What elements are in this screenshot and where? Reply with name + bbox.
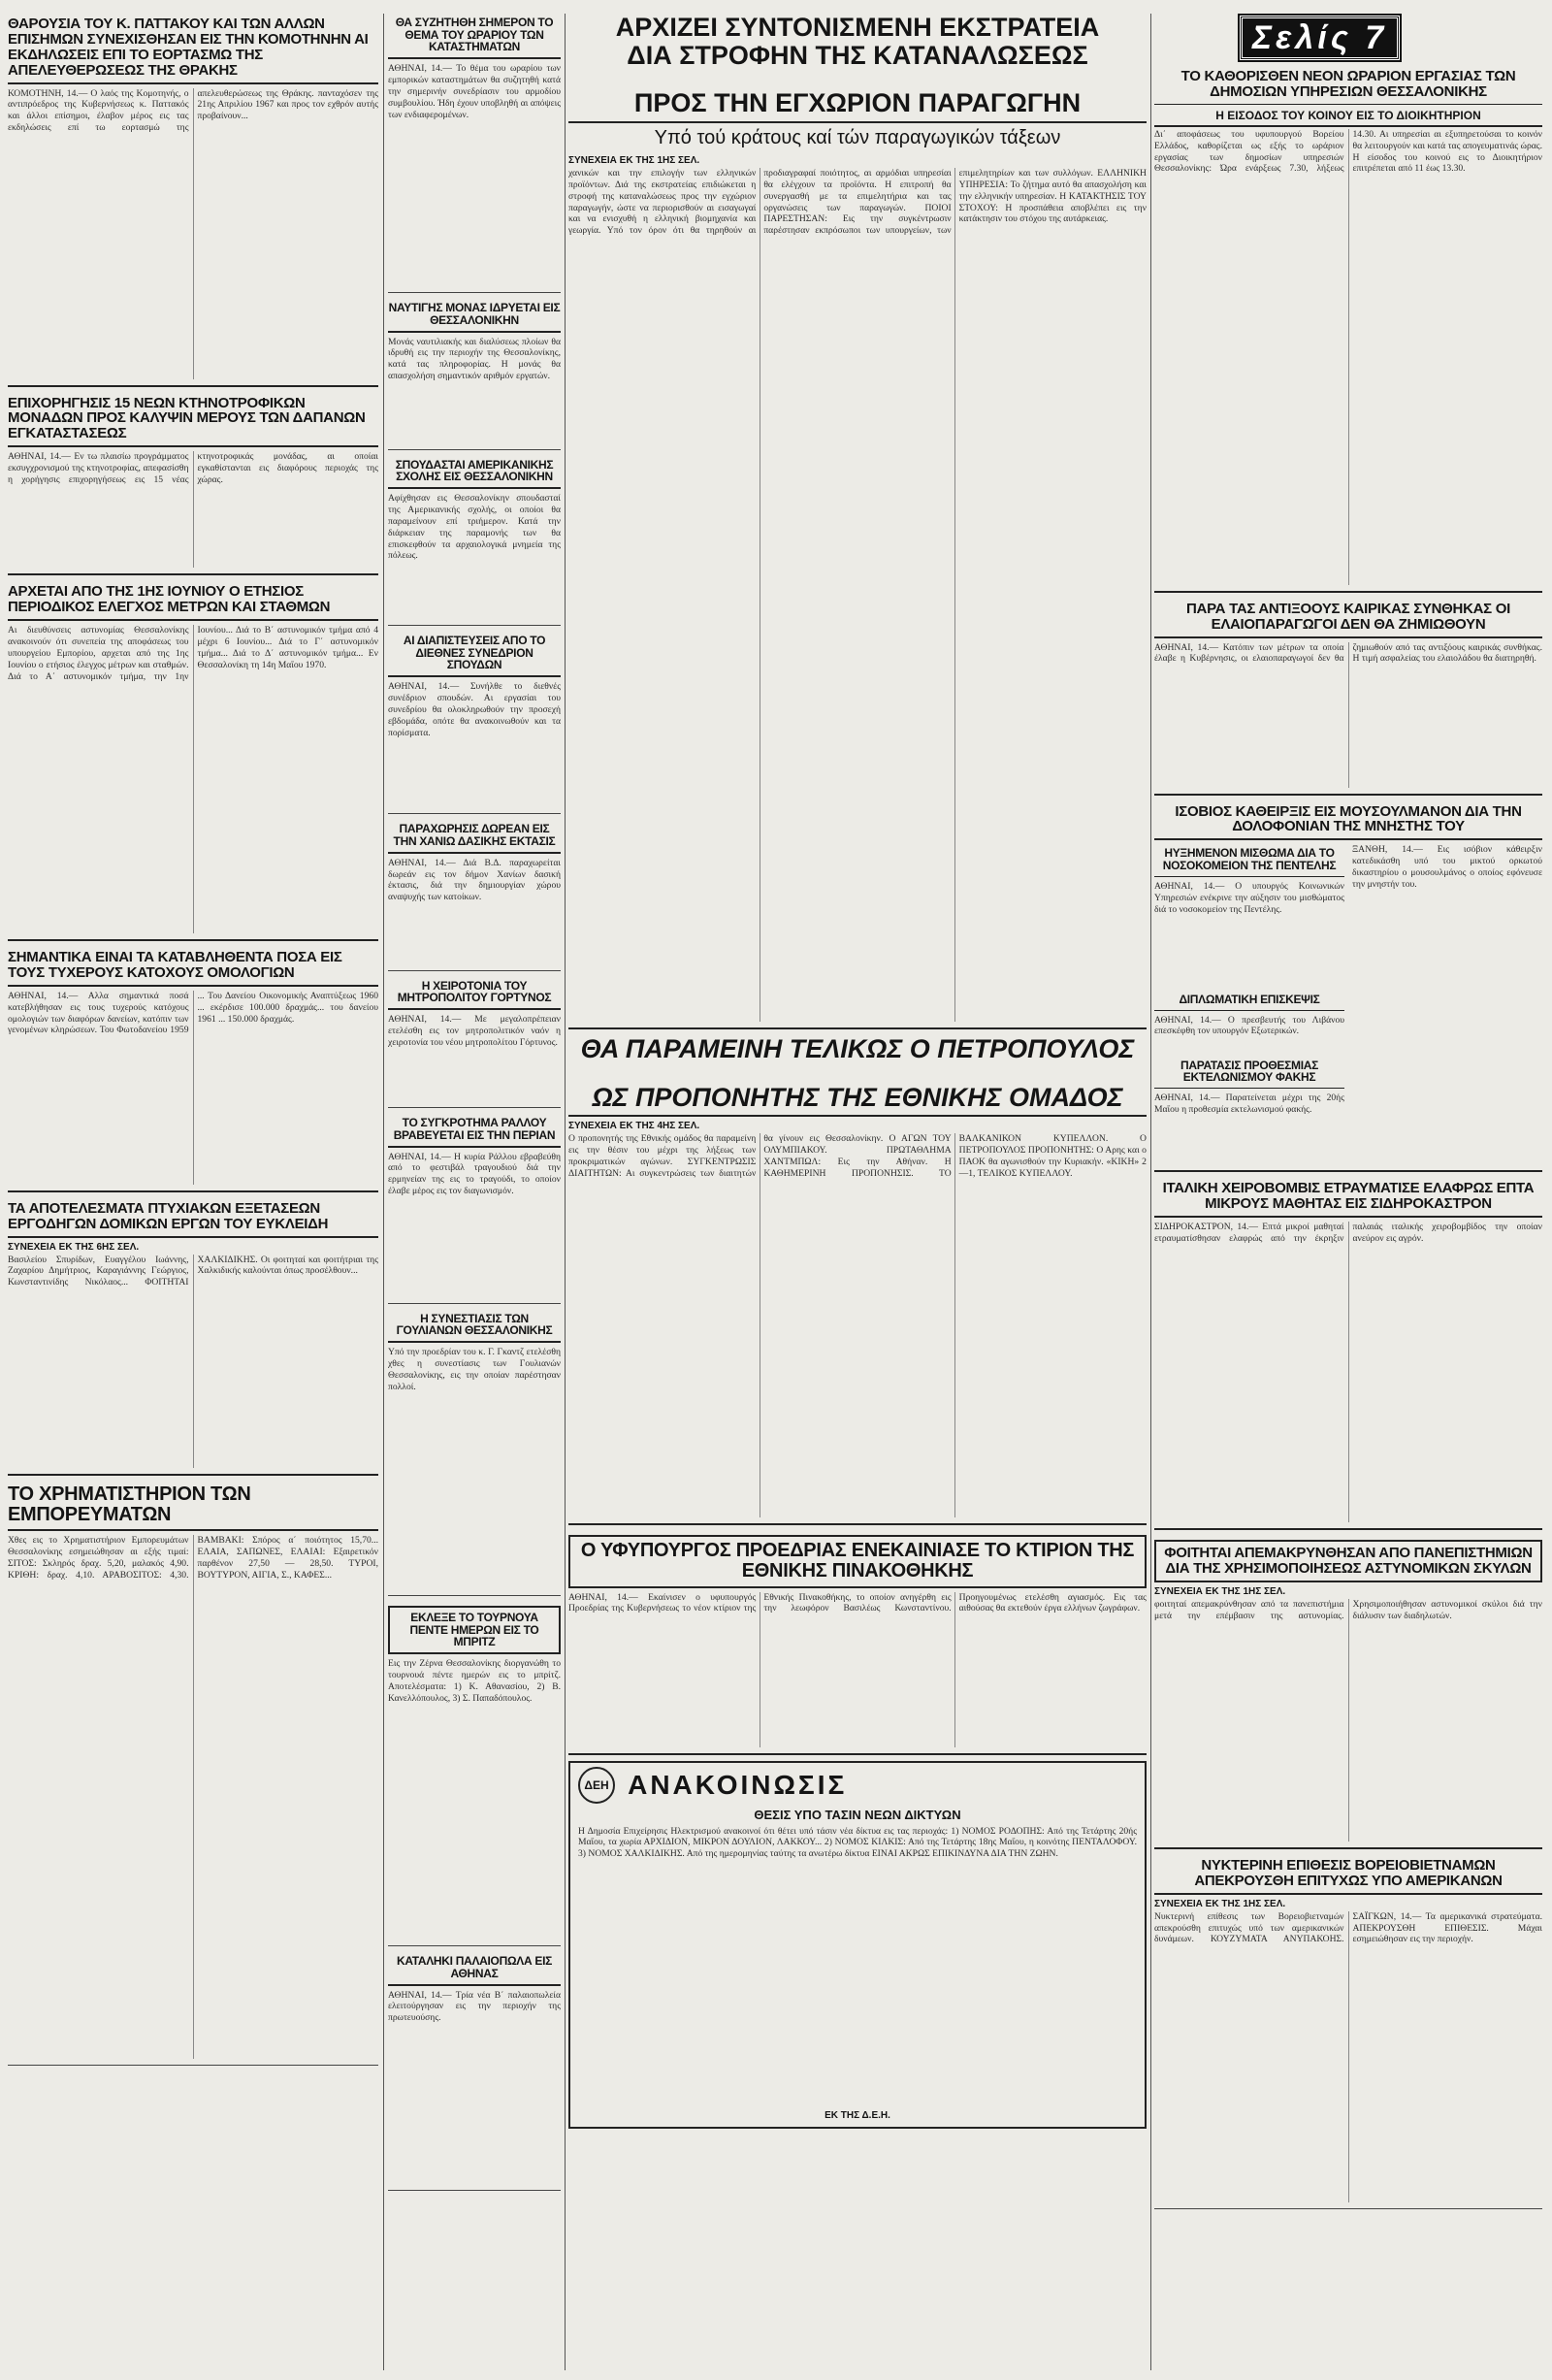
article-body: ΑΘΗΝΑΙ, 14.— Αλλα σημαντικά ποσά κατεβλήθησαν εις τους τυχερούς κατόχους ομολογιών των διαφόρων δανείων, κατόπιν των γενομένων κληρώσεων. Του Φωτοδανείου 1959 ... Του Δανείου Οικονομικής Αναπτύξεως 1960 ... εκέρδισε 100.000 δραχμάς... του δανείου 1961 ... 150.000 δραχμάς.: [8, 990, 378, 1036]
continued-from: ΣΥΝΕΧΕΙΑ ΕΚ ΤΗΣ 1ΗΣ ΣΕΛ.: [1154, 1898, 1286, 1909]
headline: ΣΗΜΑΝΤΙΚΑ ΕΙΝΑΙ ΤΑ ΚΑΤΑΒΛΗΘΕΝΤΑ ΠΟΣΑ ΕΙΣ ΤΟΥΣ ΤΥΧΕΡΟΥΣ ΚΑΤΟΧΟΥΣ ΟΜΟΛΟΓΙΩΝ: [8, 947, 378, 987]
article-body: χανικών και την επιλογήν των ελληνικών προϊόντων. Διά της εκστρατείας επιδιώκεται η στροφή της καταναλώσεως προς την εγχώριον παραγωγήν, ώστε να περιορισθούν αι εισαγωγαί και να ενισχυθή η ελληνική βιομηχανία και γεωργία. Υπό τον όρον ότι θα τηρηθούν αι προδιαγραφαί ποιότητος, αι αρμόδιαι υπηρεσίαι θα ελέγχουν τα προϊόντα. Η επιτροπή θα συνεργασθή με τα επιμελητήρια και τας οργανώσεις των παραγωγών. ΠΟΙΟΙ ΠΑΡΕΣΤΗΣΑΝ: Εις την συγκέντρωσιν παρέστησαν εκπρόσωποι των υπουργείων, των επιμελητηρίων και των συλλόγων. ΕΛΛΗΝΙΚΗ ΥΠΗΡΕΣΙΑ: Το ζήτημα αυτό θα απασχολήση και την ελληνικήν υπηρεσίαν. Η ΚΑΤΑΚΤΗΣΙΣ ΤΟΥ ΣΤΟΧΟΥ: Η προσπάθεια αποβλέπει εις την κατάκτησιν του στόχου της αυτάρκειας.: [568, 167, 1147, 237]
page-number-logo: Σελίς 7: [1240, 16, 1400, 60]
headline: ΕΠΙΧΟΡΗΓΗΣΙΣ 15 ΝΕΩΝ ΚΤΗΝΟΤΡΟΦΙΚΩΝ ΜΟΝΑΔΩΝ ΠΡΟΣ ΚΑΛΥΨΙΝ ΜΕΡΟΥΣ ΤΩΝ ΔΑΠΑΝΩΝ ΕΓΚΑΤΑΣΤΑΣΕΩΣ: [8, 393, 378, 448]
sub-column: [1154, 844, 1344, 1167]
article-body: Χθες εις το Χρηματιστήριον Εμπορευμάτων Θεσσαλονίκης εσημειώθησαν αι εξής τιμαί: ΣΙΤΟΣ: Σκληρός δραχ. 5,20, μαλακός 4,90. ΚΡΙΘΗ: δραχ. 4,10. ΑΡΑΒΟΣΙΤΟΣ: 4,30. ΒΑΜΒΑΚΙ: Σπόρος α΄ ποιότητος 15,70... ΕΛΑΙΑ, ΣΑΠΩΝΕΣ, ΕΛΑΙΑΙ: Εξαιρετικόν παρθένον 27,50 — 28,50. ΤΥΡΟΙ, ΒΟΥΤΥΡΟΝ, ΑΙΓΙΑ, Σ., ΚΑΦΕΣ...: [8, 1534, 378, 1581]
article-work-hours: [1154, 66, 1542, 593]
article-bridge: [388, 1602, 561, 1946]
article-forest-grant: [388, 820, 561, 970]
dei-emblem-icon: ΔΕΗ: [578, 1767, 615, 1804]
article-congress: [388, 632, 561, 814]
headline: ΑΙ ΔΙΑΠΙΣΤΕΥΣΕΙΣ ΑΠΟ ΤΟ ΔΙΕΘΝΕΣ ΣΥΝΕΔΡΙΟΝ ΣΠΟΥΔΩΝ: [388, 632, 561, 677]
article-life-sentence: [1154, 801, 1542, 1173]
headline: Η ΧΕΙΡΟΤΟΝΙΑ ΤΟΥ ΜΗΤΡΟΠΟΛΙΤΟΥ ΓΟΡΤΥΝΟΣ: [388, 977, 561, 1010]
column-divider: [1150, 14, 1151, 2370]
column-right: [1154, 14, 1542, 2370]
headline: ΦΟΙΤΗΤΑΙ ΑΠΕΜΑΚΡΥΝΘΗΣΑΝ ΑΠΟ ΠΑΝΕΠΙΣΤΗΜΙΩΝ ΔΙΑ ΤΗΣ ΧΡΗΣΙΜΟΠΟΙΗΣΕΩΣ ΑΣΤΥΝΟΜΙΚΩΝ ΣΚΥΛΩΝ: [1154, 1540, 1542, 1582]
article-body: ΑΘΗΝΑΙ, 14.— Κατόπιν των μέτρων τα οποία έλαβε η Κυβέρνησις, οι ελαιοπαραγωγοί δεν θα ζημιωθούν από τας αντιξόους καιρικάς συνθήκας. Η τιμή ασφαλείας του ελαιολάδου θα διατηρηθή.: [1154, 641, 1542, 665]
article-body: ΣΙΔΗΡΟΚΑΣΤΡΟΝ, 14.— Επτά μικροί μαθηταί ετραυματίσθησαν ελαφρώς από την έκρηξιν παλαιάς ιταλικής χειροβομβίδος την οποίαν ανεύρον εις αγρόν.: [1154, 1222, 1542, 1245]
sub-articles: [1154, 844, 1542, 1167]
article-body: ΑΘΗΝΑΙ, 14.— Εκαίνισεν ο υφυπουργός Προεδρίας της Κυβερνήσεως το νέον κτίριον της Εθνικής Πινακοθήκης, το οποίον ανηγέρθη εις την λεωφόρον Βασιλέως Κωνσταντίνου. Προηγουμένως ετελέσθη αγιασμός. Εις τας αιθούσας θα εκτεθούν έργα ελλήνων ζωγράφων.: [568, 1591, 1147, 1614]
article-vietnam: [1154, 1855, 1542, 2209]
headline: ΠΑΡΑ ΤΑΣ ΑΝΤΙΞΟΟΥΣ ΚΑΙΡΙΚΑΣ ΣΥΝΘΗΚΑΣ ΟΙ ΕΛΑΙΟΠΑΡΑΓΩΓΟΙ ΔΕΝ ΘΑ ΖΗΜΙΩΘΟΥΝ: [1154, 599, 1542, 638]
article-body: ΑΘΗΝΑΙ, 14.— Συνήλθε το διεθνές συνέδριον σπουδών. Αι εργασίαι του συνεδρίου θα ολοκληρωθούν την προσεχή εβδομάδα, οπότε θα ανακοινωθούν και τα πορίσματα.: [388, 681, 561, 738]
announcement-subtitle: ΘΕΣΙΣ ΥΠΟ ΤΑΣΙΝ ΝΕΩΝ ΔΙΚΤΥΩΝ: [754, 1807, 961, 1822]
headline-line-1: ΑΡΧΙΖΕΙ ΣΥΝΤΟΝΙΣΜΕΝΗ ΕΚΣΤΡΑΤΕΙΑ: [615, 14, 1100, 42]
headline-line-2: ΔΙΑ ΣΤΡΟΦΗΝ ΤΗΣ ΚΑΤΑΝΑΛΩΣΕΩΣ: [627, 40, 1088, 70]
article-weights-measures: [8, 581, 378, 941]
article-bonds: [8, 947, 378, 1192]
sub-column: [1352, 844, 1542, 1167]
article-olive-growers: [1154, 599, 1542, 796]
headline: ΝΑΥΤΙΓΗΣ ΜΟΝΑΣ ΙΔΡΥΕΤΑΙ ΕΙΣ ΘΕΣΣΑΛΟΝΙΚΗΝ: [388, 299, 561, 332]
article-body: Νυκτερινή επίθεσις των Βορειοβιετναμών απεκρούσθη επιτυχώς υπό των αμερικανικών δυνάμεων. ΚΟΥΖΥΜΑΤΑ ΑΝΥΠΑΚΟΗΣ. ΣΑΪΓΚΩΝ, 14.— Τα αμερικανικά στρατεύματα. ΑΠΕΚΡΟΥΣΘΗ ΕΠΙΘΕΣΙΣ. Μάχαι εσημειώθησαν εις την περιοχήν.: [1154, 1910, 1542, 1945]
headline: ΙΤΑΛΙΚΗ ΧΕΙΡΟΒΟΜΒΙΣ ΕΤΡΑΥΜΑΤΙΣΕ ΕΛΑΦΡΩΣ ΕΠΤΑ ΜΙΚΡΟΥΣ ΜΑΘΗΤΑΣ ΕΙΣ ΣΙΔΗΡΟΚΑΣΤΡΟΝ: [1154, 1178, 1542, 1218]
article-body: ΑΘΗΝΑΙ, 14.— Το θέμα του ωραρίου των εμπορικών καταστημάτων θα συζητηθή κατά την σημερινήν συνεδρίασιν του αρμοδίου συμβουλίου. Ήδη έχουν υποβληθή αι απόψεις των ενδιαφερομένων.: [388, 63, 561, 120]
headline: Η ΣΥΝΕΣΤΙΑΣΙΣ ΤΩΝ ΓΟΥΛΙΑΝΩΝ ΘΕΣΣΑΛΟΝΙΚΗΣ: [388, 1310, 561, 1343]
article-livestock: [8, 393, 378, 576]
article-body: ΑΘΗΝΑΙ, 14.— Η κυρία Ράλλου εβραβεύθη από το φεστιβάλ τραγουδιού διά την ερμηνείαν της εις το τραγούδι, το οποίον έλαβε μέρος εις τον διαγωνισμόν.: [388, 1151, 561, 1197]
column-divider: [383, 14, 384, 2370]
continued-from: ΣΥΝΕΧΕΙΑ ΕΚ ΤΗΣ 4ΗΣ ΣΕΛ.: [568, 1121, 700, 1132]
headline: ΘΑ ΣΥΖΗΤΗΘΗ ΣΗΜΕΡΟΝ ΤΟ ΘΕΜΑ ΤΟΥ ΩΡΑΡΙΟΥ ΤΩΝ ΚΑΤΑΣΤΗΜΑΤΩΝ: [388, 14, 561, 59]
article-coach: [568, 1035, 1147, 1525]
article-grenade: [1154, 1178, 1542, 1530]
article-body: ΑΘΗΝΑΙ, 14.— Τρία νέα Β΄ παλαιοπωλεία ελειτούργησαν εις την περιοχήν της πρωτευούσης.: [388, 1989, 561, 2024]
announcement-title: ΑΝΑΚΟΙΝΩΣΙΣ: [628, 1769, 848, 1800]
article-body: ΚΟΜΟΤΗΝΗ, 14.— Ο λαός της Κομοτηνής, ο αντιπρόεδρος της Κυβερνήσεως κ. Παττακός και άλλοι επίσημοι, έλαβον μέρος εις τας εκδηλώσεις επί τω εορτασμώ της απελευθερώσεως της Θράκης. πανταχόσεν της 21ης Απριλίου 1967 και προς τον εχθρόν αυτής προβαίνουν...: [8, 87, 378, 134]
subheadline: Υπό τού κράτους καί τών παραγωγικών τάξεων: [654, 126, 1061, 148]
announcement-signature: ΕΚ ΤΗΣ Δ.Ε.Η.: [824, 2109, 890, 2121]
article-shipping-unit: [388, 299, 561, 449]
column-narrow: [388, 14, 561, 2370]
headline: ΕΚΛΕΞΕ ΤΟ ΤΟΥΡΝΟΥΑ ΠΕΝΤΕ ΗΜΕΡΩΝ ΕΙΣ ΤΟ ΜΠΡΙΤΖ: [388, 1606, 561, 1654]
article-dinner: [388, 1310, 561, 1596]
headline: ΔΙΠΛΩΜΑΤΙΚΗ ΕΠΙΣΚΕΨΙΣ: [1154, 991, 1344, 1011]
headline-line-3: ΠΡΟΣ ΤΗΝ ΕΓΧΩΡΙΟΝ ΠΑΡΑΓΩΓΗΝ: [568, 86, 1147, 123]
continued-from: ΣΥΝΕΧΕΙΑ ΕΚ ΤΗΣ 1ΗΣ ΣΕΛ.: [568, 154, 700, 166]
headline: ΠΑΡΑΧΩΡΗΣΙΣ ΔΩΡΕΑΝ ΕΙΣ ΤΗΝ ΧΑΝΙΩ ΔΑΣΙΚΗΣ ΕΚΤΑΣΙΣ: [388, 820, 561, 853]
article-body: Βασιλείου Σπυρίδων, Ευαγγέλου Ιωάννης, Ζαχαρίου Δημήτριος, Καραγιάννης Γεώργιος, Κωνσταντινίδης Νικόλαος... ΦΟΙΤΗΤΑΙ ΧΑΛΚΙΔΙΚΗΣ. Οι φοιτηταί και φοιτήτριαι της Χαλκιδικής καλούνται όπως προσέλθουν...: [8, 1254, 378, 1288]
article-body: Δι΄ αποφάσεως του υφυπουργού Βορείου Ελλάδος, καθορίζεται ως εξής το ωράριον εργασίας των δημοσίων υπηρεσιών Θεσσαλονίκης: Ώρα ενάρξεως 7.30, λήξεως 14.30. Αι υπηρεσίαι αι εξυπηρετούσαι το κοινόν θα λειτουργούν και κατά τας απογευματινάς ώρας. Η είσοδος του κοινού εις το Διοικητήριον επιτρέπεται από 11 έως 13.30.: [1154, 128, 1542, 175]
headline: Ο ΥΦΥΠΟΥΡΓΟΣ ΠΡΟΕΔΡΙΑΣ ΕΝΕΚΑΙΝΙΑΣΕ ΤΟ ΚΤΙΡΙΟΝ ΤΗΣ ΕΘΝΙΚΗΣ ΠΙΝΑΚΟΘΗΚΗΣ: [568, 1535, 1147, 1587]
article-body: ΞΑΝΘΗ, 14.— Εις ισόβιον κάθειρξιν κατεδικάσθη υπό του μικτού ορκωτού δικαστηρίου ο μουσουλμάνος ο οποίος εφόνευσε την μνηστήν του.: [1352, 844, 1542, 891]
article-body: φοιτηταί απεμακρύνθησαν από τα πανεπιστήμια μετά την επέμβασιν της αστυνομίας. Χρησιμοποιήθησαν αστυνομικοί σκύλοι διά την διάλυσιν των διαδηλωτών.: [1154, 1598, 1542, 1621]
headline: ΗΥΞΗΜΕΝΟΝ ΜΙΣΘΩΜΑ ΔΙΑ ΤΟ ΝΟΣΟΚΟΜΕΙΟΝ ΤΗΣ ΠΕΝΤΕΛΗΣ: [1154, 844, 1344, 876]
headline: ΣΠΟΥΔΑΣΤΑΙ ΑΜΕΡΙΚΑΝΙΚΗΣ ΣΧΟΛΗΣ ΕΙΣ ΘΕΣΣΑΛΟΝΙΚΗΝ: [388, 456, 561, 489]
article-body: Εις την Ζέρνα Θεσσαλονίκης διοργανώθη το τουρνουά πέντε ημερών εις το μπρίτζ. Αποτελέσματα: 1) Κ. Αθανασίου, 2) Β. Κανελλόπουλος, 3) Σ. Παπαδόπουλος.: [388, 1658, 561, 1704]
article-ordination: [388, 977, 561, 1108]
announcement-body: Η Δημοσία Επιχείρησις Ηλεκτρισμού ανακοινοί ότι θέτει υπό τάσιν νέα δίκτυα εις τας περιοχάς: 1) ΝΟΜΟΣ ΡΟΔΟΠΗΣ: Από της Τετάρτης 20ής Μαΐου, τα χωρία ΑΡΧΙΔΙΟΝ, ΜΙΚΡΟΝ ΔΟΥΛΙΟΝ, ΛΑΚΚΟΥ... 2) ΝΟΜΟΣ ΚΙΛΚΙΣ: Από της Τετάρτης 18ης Μαΐου, η κοινότης ΠΕΝΤΑΛΟΦΟΥ. 3) ΝΟΜΟΣ ΧΑΛΚΙΔΙΚΗΣ. Από της ημερομηνίας ταύτης τα ανωτέρω δίκτυα ΕΙΝΑΙ ΑΚΡΩΣ ΕΠΙΚΙΝΔΥΝΑ ΔΙΑ ΤΗΝ ΖΩΗΝ.: [578, 1825, 1137, 1860]
article-shop-hours: [388, 14, 561, 293]
subheadline: Η ΕΙΣΟΔΟΣ ΤΟΥ ΚΟΙΝΟΥ ΕΙΣ ΤΟ ΔΙΟΙΚΗΤΗΡΙΟΝ: [1154, 109, 1542, 127]
headline-line-1: ΘΑ ΠΑΡΑΜΕΙΝΗ ΤΕΛΙΚΩΣ Ο ΠΕΤΡΟΠΟΥΛΟΣ: [580, 1034, 1135, 1063]
article-body: ΑΘΗΝΑΙ, 14.— Ο υπουργός Κοινωνικών Υπηρεσιών ενέκρινε την αύξησιν του μισθώματος διά το νοσοκομείον της Πεντέλης.: [1154, 880, 1344, 915]
continued-from: ΣΥΝΕΧΕΙΑ ΕΚ ΤΗΣ 6ΗΣ ΣΕΛ.: [8, 1241, 140, 1253]
article-american-students: [388, 456, 561, 626]
article-body: ΑΘΗΝΑΙ, 14.— Εν τω πλαισίω προγράμματος εκσυγχρονισμού της κτηνοτροφίας, απεφασίσθη η χορήγησις επιχορηγήσεως εις 15 νέας κτηνοτροφικάς μονάδας, αι οποίαι εγκαθίστανται εις διαφόρους περιοχάς της χώρας.: [8, 451, 378, 486]
headline: ΘΑΡΟΥΣΙΑ ΤΟΥ Κ. ΠΑΤΤΑΚΟΥ ΚΑΙ ΤΩΝ ΑΛΛΩΝ ΕΠΙΣΗΜΩΝ ΣΥΝΕΧΙΣΘΗΣΑΝ ΕΙΣ ΤΗΝ ΚΟΜΟΤΗΝΗΝ ΑΙ ΕΚΔΗΛΩΣΕΙΣ ΕΠΙ ΤΟ ΕΟΡΤΑΣΜΩ ΤΗΣ ΑΠΕΛΕΥΘΕΡΩΣΕΩΣ ΤΗΣ ΘΡΑΚΗΣ: [8, 14, 378, 84]
article-body: Υπό την προεδρίαν του κ. Γ. Γκαντζ ετελέσθη χθες η συνεστίασις των Γουλιανών Θεσσαλονίκης, εις την οποίαν παρέστησαν πολλοί.: [388, 1346, 561, 1392]
article-antique-shops: [388, 1952, 561, 2190]
announcement-box: [568, 1761, 1147, 2129]
article-commodity-exchange: [8, 1482, 378, 2066]
headline: ΙΣΟΒΙΟΣ ΚΑΘΕΙΡΞΙΣ ΕΙΣ ΜΟΥΣΟΥΛΜΑΝΟΝ ΔΙΑ ΤΗΝ ΔΟΛΟΦΟΝΙΑΝ ΤΗΣ ΜΝΗΣΤΗΣ ΤΟΥ: [1154, 801, 1542, 841]
headline: ΚΑΤΑΛΗΚΙ ΠΑΛΑΙΟΠΩΛΑ ΕΙΣ ΑΘΗΝΑΣ: [388, 1952, 561, 1985]
headline-line-2: ΩΣ ΠΡΟΠΟΝΗΤΗΣ ΤΗΣ ΕΘΝΙΚΗΣ ΟΜΑΔΟΣ: [568, 1081, 1147, 1118]
article-national-gallery: [568, 1531, 1147, 1754]
article-body: ΑΘΗΝΑΙ, 14.— Ο πρεσβευτής του Λιβάνου επεσκέφθη τον υπουργόν Εξωτερικών.: [1154, 1014, 1344, 1037]
article-body: Ο προπονητής της Εθνικής ομάδος θα παραμείνη εις την θέσιν του μέχρι της λήξεως των προκριματικών αγώνων. ΣΥΓΚΕΝΤΡΩΣΙΣ ΔΙΑΙΤΗΤΩΝ: Αι συγκεντρώσεις των διαιτητών θα γίνουν εις Θεσσαλονίκην. Ο ΑΓΩΝ ΤΟΥ ΟΛΥΜΠΙΑΚΟΥ. ΠΡΩΤΑΘΛΗΜΑ ΧΑΝΤΜΠΩΛ: Εις την Αθήναν. Η ΚΑΘΗΜΕΡΙΝΗ ΠΡΟΠΟΝΗΣΙΣ. ΤΟ ΒΑΛΚΑΝΙΚΟΝ ΚΥΠΕΛΛΟΝ. Ο ΠΕΤΡΟΠΟΥΛΟΣ ΠΡΟΠΟΝΗΤΗΣ: Ο Αρης και ο ΠΑΟΚ θα αγωνισθούν την Κυριακήν. «ΚΙΚΗ» 2—1, ΤΕΛΙΚΟΣ ΚΥΠΕΛΛΟΥ.: [568, 1133, 1147, 1179]
headline: ΠΑΡΑΤΑΣΙΣ ΠΡΟΘΕΣΜΙΑΣ ΕΚΤΕΛΩΝΙΣΜΟΥ ΦΑΚΗΣ: [1154, 1057, 1344, 1089]
article-body: Μονάς ναυτιλιακής και διαλύσεως πλοίων θα ιδρυθή εις την περιοχήν της Θεσσαλονίκης, κατά τας πληροφορίας. Η μονάς θα απασχολήση σημαντικόν αριθμόν εργατών.: [388, 336, 561, 382]
headline: ΤΟ ΚΑΘΟΡΙΣΘΕΝ ΝΕΟΝ ΩΡΑΡΙΟΝ ΕΡΓΑΣΙΑΣ ΤΩΝ ΔΗΜΟΣΙΩΝ ΥΠΗΡΕΣΙΩΝ ΘΕΣΣΑΛΟΝΙΚΗΣ: [1154, 66, 1542, 105]
column-center: [568, 14, 1147, 2370]
article-exam-results: [8, 1198, 378, 1476]
headline: ΤΟ ΧΡΗΜΑΤΙΣΤΗΡΙΟΝ ΤΩΝ ΕΜΠΟΡΕΥΜΑΤΩΝ: [8, 1482, 378, 1531]
headline: ΤΟ ΣΥΓΚΡΟΤΗΜΑ ΡΑΛΛΟΥ ΒΡΑΒΕΥΕΤΑΙ ΕΙΣ ΤΗΝ ΠΕΡΙΑΝ: [388, 1114, 561, 1147]
headline: ΝΥΚΤΕΡΙΝΗ ΕΠΙΘΕΣΙΣ ΒΟΡΕΙΟΒΙΕΤΝΑΜΩΝ ΑΠΕΚΡΟΥΣΘΗ ΕΠΙΤΥΧΩΣ ΥΠΟ ΑΜΕΡΙΚΑΝΩΝ: [1154, 1855, 1542, 1895]
article-body: ΑΘΗΝΑΙ, 14.— Παρατείνεται μέχρι της 20ής Μαΐου η προθεσμία εκτελωνισμού φακής.: [1154, 1092, 1344, 1115]
article-pattakos: [8, 14, 378, 387]
article-consumption-campaign: [568, 14, 1147, 1029]
headline: ΑΡΧΕΤΑΙ ΑΠΟ ΤΗΣ 1ΗΣ ΙΟΥΝΙΟΥ Ο ΕΤΗΣΙΟΣ ΠΕΡΙΟΔΙΚΟΣ ΕΛΕΓΧΟΣ ΜΕΤΡΩΝ ΚΑΙ ΣΤΑΘΜΩΝ: [8, 581, 378, 621]
continued-from: ΣΥΝΕΧΕΙΑ ΕΚ ΤΗΣ 1ΗΣ ΣΕΛ.: [1154, 1585, 1286, 1597]
article-body: ΑΘΗΝΑΙ, 14.— Διά Β.Δ. παραχωρείται δωρεάν εις τον δήμον Χανίων δασική έκτασις, διά την δημιουργίαν χώρου αναψυχής των κατοίκων.: [388, 857, 561, 903]
article-body: Αφίχθησαν εις Θεσσαλονίκην σπουδασταί της Αμερικανικής σχολής, οι οποίοι θα παραμείνουν επί τριήμερον. Κατά την διάρκειαν της παραμονής των θα επισκεφθούν τα αρχαιολογικά μνημεία της πόλεως.: [388, 493, 561, 562]
headline: ΤΑ ΑΠΟΤΕΛΕΣΜΑΤΑ ΠΤΥΧΙΑΚΩΝ ΕΞΕΤΑΣΕΩΝ ΕΡΓΟΔΗΓΩΝ ΔΟΜΙΚΩΝ ΕΡΓΩΝ ΤΟΥ ΕΥΚΛΕΙΔΗ: [8, 1198, 378, 1238]
column-divider: [565, 14, 566, 2370]
article-body: Αι διευθύνσεις αστυνομίας Θεσσαλονίκης ανακοινούν ότι συνεπεία της αποφάσεως του υπουργείου Εμπορίου, αρχεται από της 1ης Ιουνίου ο ετήσιος έλεγχος μέτρων και σταθμών. Διά το Α΄ αστυνομικόν τμήμα, την 1ην Ιουνίου... Διά το Β΄ αστυνομικόν τμήμα από 4 μέχρι 6 Ιουνίου... Διά το Γ΄ αστυνομικόν τμήμα... Διά το Δ΄ αστυνομικόν τμήμα... Εν Θεσσαλονίκη τη 14η Μαΐου 1970.: [8, 625, 378, 682]
article-rallou-award: [388, 1114, 561, 1303]
article-students-dogs: [1154, 1536, 1542, 1849]
column-left: [8, 14, 378, 2370]
article-body: ΑΘΗΝΑΙ, 14.— Με μεγαλοπρέπειαν ετελέσθη εις τον μητροπολιτικόν ναόν η χειροτονία του νέου μητροπολίτου Γόρτυνος.: [388, 1014, 561, 1048]
